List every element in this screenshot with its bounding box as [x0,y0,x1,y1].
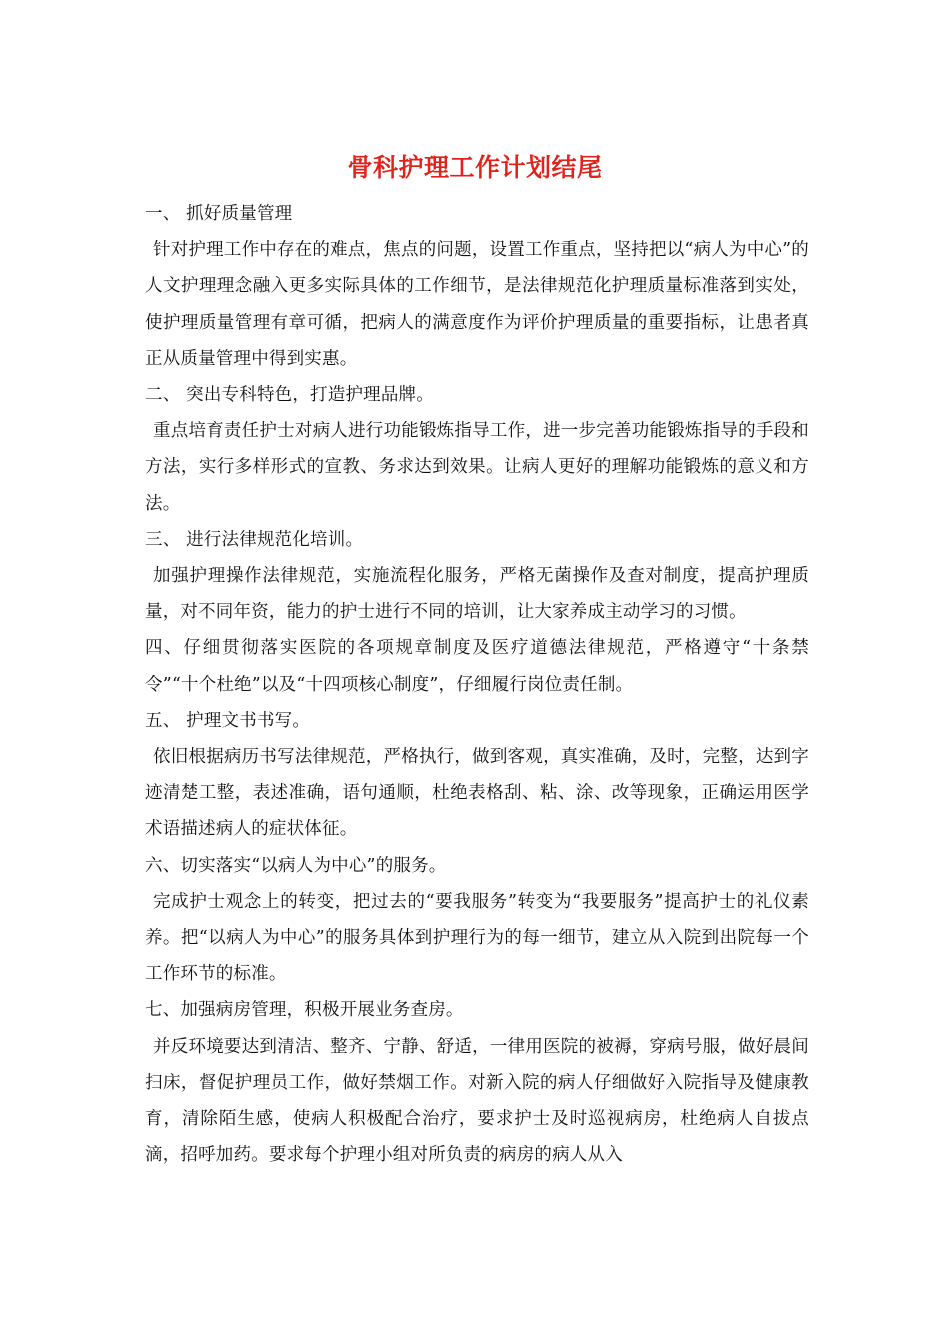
section-heading-3: 三、 进行法律规范化培训。 [145,529,364,550]
section-heading-7: 七、加强病房管理，积极开展业务查房。 [145,1000,464,1021]
document-title: 骨科护理工作计划结尾 [347,153,603,182]
section-paragraph-7: 并反环境要达到清洁、整齐、宁静、舒适，一律用医院的被褥，穿病号服，做好晨间扫床，督促护理员工作，做好禁烟工作。对新入院的病人仔细做好入院指导及健康教育，清除陌生感，使病人积极配合治疗，要求护士及时巡视病房，杜绝病人自拔点滴，招呼加药。要求每个护理小组对所负责的病房的病人从入 [145,1036,809,1166]
document-body [145,196,809,1173]
section-heading-6: 六、切实落实“以病人为中心”的服务。 [145,855,447,876]
section-paragraph-5: 依旧根据病历书写法律规范，严格执行，做到客观，真实准确，及时，完整，达到字迹清楚工整，表述准确，语句通顺，杜绝表格刮、粘、涂、改等现象，正确运用医学术语描述病人的症状体征。 [145,747,809,840]
section-heading-2: 二、 突出专科特色，打造护理品牌。 [145,385,434,406]
section-paragraph-3: 加强护理操作法律规范，实施流程化服务，严格无菌操作及查对制度，提高护理质量，对不同年资，能力的护士进行不同的培训，让大家养成主动学习的习惯。 [145,566,809,623]
section-paragraph-2: 重点培育责任护士对病人进行功能锻炼指导工作，进一步完善功能锻炼指导的手段和方法，实行多样形式的宣教、务求达到效果。让病人更好的理解功能锻炼的意义和方法。 [145,421,809,514]
section-heading-4: 四、仔细贯彻落实医院的各项规章制度及医疗道德法律规范，严格遵守“十条禁令”“十个杜绝”以及“十四项核心制度”，仔细履行岗位责任制。 [145,638,809,695]
section-paragraph-6: 完成护士观念上的转变，把过去的“要我服务”转变为“我要服务”提高护士的礼仪素养。把“以病人为中心”的服务具体到护理行为的每一细节，建立从入院到出院每一个工作环节的标准。 [145,891,809,985]
section-heading-1: 一、 抓好质量管理 [145,204,293,224]
section-paragraph-1: 针对护理工作中存在的难点，焦点的问题，设置工作重点，坚持把以“病人为中心”的人文护理理念融入更多实际具体的工作细节，是法律规范化护理质量标准落到实处，使护理质量管理有章可循，把病人的满意度作为评价护理质量的重要指标，让患者真正从质量管理中得到实惠。 [145,240,809,369]
section-heading-5: 五、 护理文书书写。 [145,710,311,731]
